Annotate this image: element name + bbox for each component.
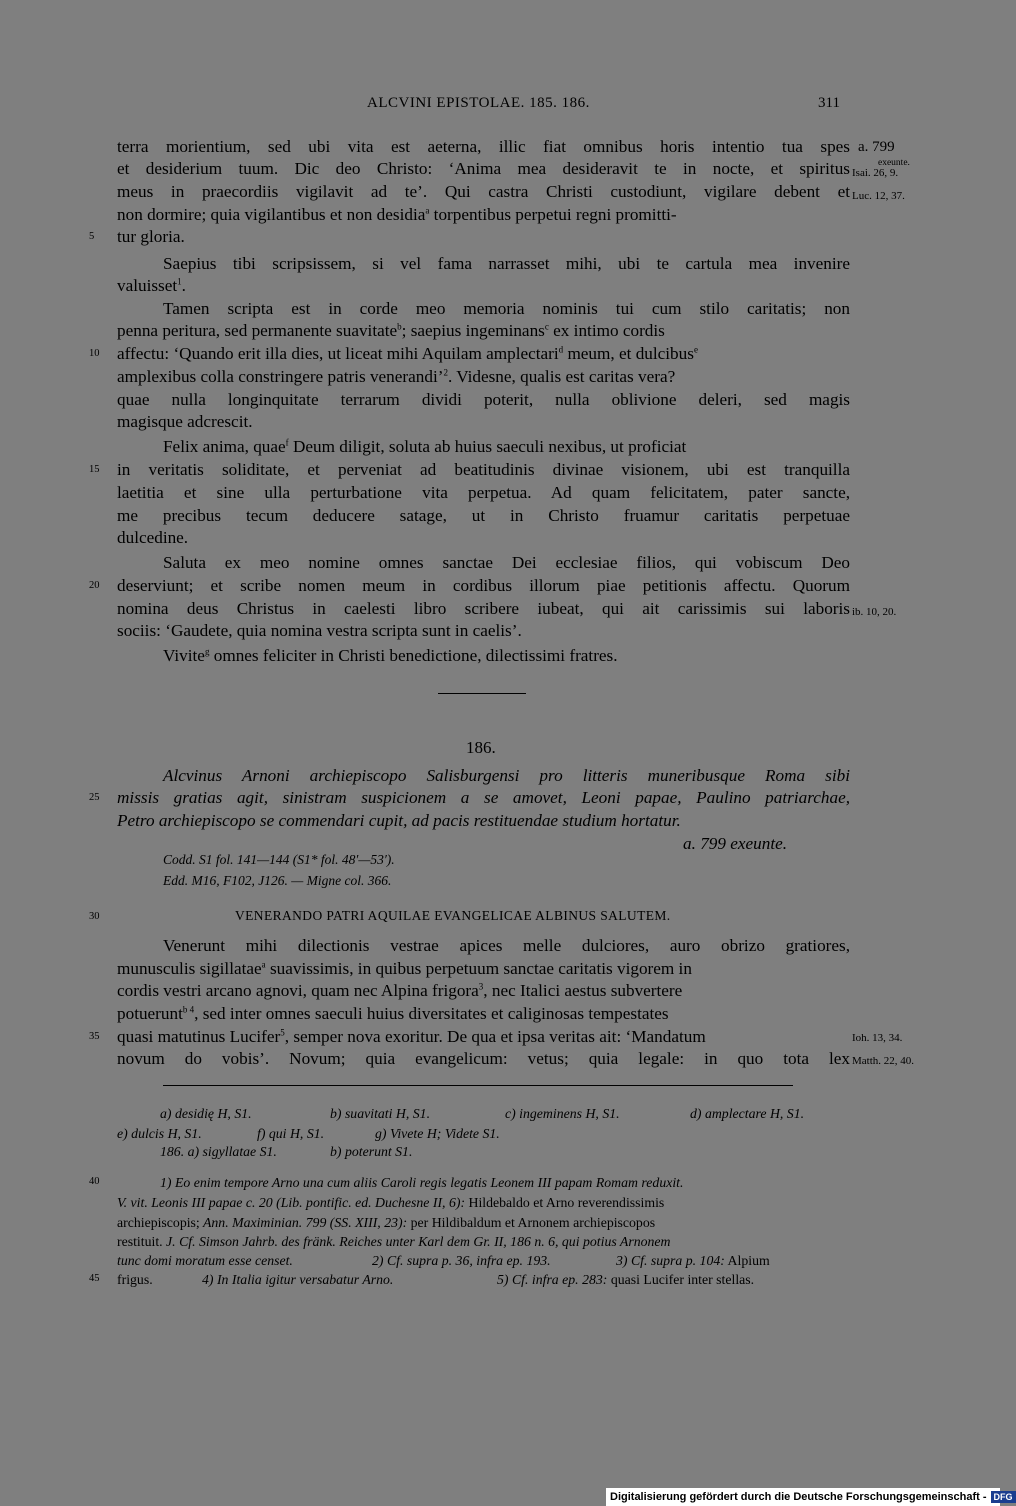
apparatus-note: a) desidię H, S1. [160, 1106, 252, 1121]
text-line: amplexibus colla constringere patris venerandi’$^2$. Videsne, qualis est caritas vera? [117, 367, 676, 386]
text-line: non dormire; quia vigilantibus et non desidia$^a$ torpentibus perpetui regni promitti- [117, 205, 677, 224]
text-line: novum do vobis’. Novum; quia evangelicum: vetus; quia legale: in quo tota lex [117, 1049, 850, 1068]
text-line: Tamen scripta est in corde meo memoria nominis tui cum stilo caritatis; non [163, 299, 850, 318]
footer-text: Digitalisierung gefördert durch die Deutsche Forschungsgemeinschaft - [610, 1491, 987, 1503]
text-line: potuerunt$^{b 4}$, sed inter omnes saeculi huius diversitates et caliginosas tempestates [117, 1004, 669, 1023]
apparatus-note: e) dulcis H, S1. [117, 1126, 202, 1141]
footnote-3-cont: frigus. [117, 1272, 153, 1287]
footnote-1-cont: tunc domi moratum esse censet. [117, 1253, 293, 1268]
margin-ref-matth: Matth. 22, 40. [852, 1055, 915, 1067]
footnote-4: 4) In Italia igitur versabatur Arno. [202, 1272, 394, 1287]
salutation: VENERANDO PATRI AQUILAE EVANGELICAE ALBINUS SALUTEM. [235, 908, 671, 923]
dfg-logo-icon: DFG [991, 1491, 1016, 1503]
footnote-1-cont: V. vit. Leonis III papae c. 20 (Lib. pontific. ed. Duchesne II, 6): Hildebaldo et Arno reverendissimis [117, 1195, 665, 1210]
text-line: nomina deus Christus in caelesti libro scribere iubeat, qui ait carissimis sui laboris [117, 599, 850, 618]
text-line: valuisset$^1$. [117, 276, 186, 295]
footnote-1: 1) Eo enim tempore Arno una cum aliis Caroli regis legatis Leonem III papam Romam reduxit. [160, 1175, 684, 1190]
apparatus-note: 186. a) sigyllatae S1. [160, 1144, 277, 1159]
letter-date: a. 799 exeunte. [683, 834, 788, 853]
text-line: Vivite$^g$ omnes feliciter in Christi benedictione, dilectissimi fratres. [163, 646, 618, 665]
line-number: 15 [89, 464, 100, 475]
margin-ref-ioh: Ioh. 13, 34. [852, 1032, 903, 1044]
apparatus-note: d) amplectare H, S1. [690, 1106, 805, 1121]
apparatus-separator [163, 1085, 793, 1086]
footnote-5: 5) Cf. infra ep. 283: quasi Lucifer inter stellas. [497, 1272, 755, 1287]
digitization-footer [606, 1488, 1013, 1506]
text-line: Venerunt mihi dilectionis vestrae apices melle dulciores, auro obrizo gratiores, [163, 936, 850, 955]
text-line: cordis vestri arcano agnovi, quam nec Alpina frigora$^3$, nec Italici aestus subvertere [117, 981, 683, 1000]
margin-date-exeunte: exeunte. [878, 158, 910, 168]
text-line: affectu: ‘Quando erit illa dies, ut liceat mihi Aquilam amplectari$^d$ meum, et dulcibus$^e$ [117, 344, 698, 363]
footnote-3: 3) Cf. supra p. 104: Alpium [616, 1253, 770, 1268]
text-line: deserviunt; et scribe nomen meum in cordibus illorum piae petitionis affectu. Quorum [117, 576, 850, 595]
margin-date: a. 799 [858, 139, 895, 155]
letter-number: 186. [466, 738, 496, 757]
footnote-2: 2) Cf. supra p. 36, infra ep. 193. [372, 1253, 551, 1268]
text-line: in veritatis soliditate, et perveniat ad beatitudinis divinae visionem, ubi est tranquilla [117, 460, 850, 479]
text-line: Felix anima, quae$^f$ Deum diligit, soluta ab huius saeculi nexibus, ut proficiat [163, 437, 687, 456]
apparatus-note: f) qui H, S1. [257, 1126, 325, 1141]
apparatus-note: b) suavitati H, S1. [330, 1106, 431, 1121]
text-line: tur gloria. [117, 227, 185, 246]
line-number: 25 [89, 792, 100, 803]
letter-summary-line: missis gratias agit, sinistram suspicionem a se amovet, Leoni papae, Paulino patriarchae, [117, 788, 850, 807]
text-line: magisque adcrescit. [117, 412, 253, 431]
text-line: Saluta ex meo nomine omnes sanctae Dei ecclesiae filios, qui vobiscum Deo [163, 553, 850, 572]
letter-summary-line: Alcvinus Arnoni archiepiscopo Salisburgensi pro litteris muneribusque Roma sibi [163, 766, 850, 785]
text-line: et desiderium tuum. Dic deo Christo: ‘Anima mea desideravit te in nocte, et spiritus [117, 159, 850, 178]
editions: Edd. M16, F102, J126. — Migne col. 366. [163, 873, 392, 888]
letter-summary-line: Petro archiepiscopo se commendari cupit, ad pacis restituendae studium hortatur. [117, 811, 681, 830]
margin-ref-ib: ib. 10, 20. [852, 606, 897, 618]
text-line: terra morientium, sed ubi vita est aeterna, illic fiat omnibus horis intentio tua spes [117, 137, 850, 156]
footnote-1-cont: archiepiscopis; Ann. Maximinian. 799 (SS. XIII, 23): per Hildibaldum et Arnonem archiepiscopos [117, 1215, 656, 1230]
page-number: 311 [818, 95, 840, 111]
text-line: munusculis sigillatae$^a$ suavissimis, in quibus perpetuum sanctae caritatis vigorem in [117, 959, 692, 978]
text-line: Saepius tibi scripsissem, si vel fama narrasset mihi, ubi te cartula mea invenire [163, 254, 850, 273]
text-line: me precibus tecum deducere satage, ut in Christo fruamur caritatis perpetuae [117, 506, 850, 525]
text-line: quae nulla longinquitate terrarum dividi poterit, nulla oblivione deleri, sed magis [117, 390, 850, 409]
running-head [0, 95, 1000, 119]
line-number: 30 [89, 911, 100, 922]
apparatus-note: b) poterunt S1. [330, 1144, 413, 1159]
text-line: laetitia et sine ulla perturbatione vita perpetua. Ad quam felicitatem, pater sancte, [117, 483, 850, 502]
codices: Codd. S1 fol. 141—144 (S1* fol. 48′—53′). [163, 852, 395, 867]
apparatus-note: g) Vivete H; Videte S1. [375, 1126, 500, 1141]
line-number: 5 [89, 231, 95, 242]
text-line: quasi matutinus Lucifer$^5$, semper nova exoritur. De qua et ipsa veritas ait: ‘Mandatum [117, 1027, 706, 1046]
line-number: 45 [89, 1273, 100, 1284]
text-line: meus in praecordiis vigilavit ad te’. Qui castra Christi custodiunt, vigilare debent et [117, 182, 850, 201]
margin-ref-luc: Luc. 12, 37. [852, 190, 905, 202]
text-line: sociis: ‘Gaudete, quia nomina vestra scripta sunt in caelis’. [117, 621, 522, 640]
margin-ref-isai: Isai. 26, 9. [852, 167, 899, 179]
running-title: ALCVINI EPISTOLAE. 185. 186. [367, 95, 590, 111]
line-number: 35 [89, 1031, 100, 1042]
line-number: 20 [89, 580, 100, 591]
apparatus-note: c) ingeminens H, S1. [505, 1106, 620, 1121]
section-separator [438, 693, 526, 694]
text-line: dulcedine. [117, 528, 189, 547]
line-number: 40 [89, 1176, 100, 1187]
line-number: 10 [89, 348, 100, 359]
text-line: penna peritura, sed permanente suavitate$^b$; saepius ingeminans$^c$ ex intimo cordis [117, 321, 665, 340]
footnote-1-cont: restituit. J. Cf. Simson Jahrb. des fränk. Reiches unter Karl dem Gr. II, 186 n. 6, qui potius Arnonem [117, 1234, 671, 1249]
